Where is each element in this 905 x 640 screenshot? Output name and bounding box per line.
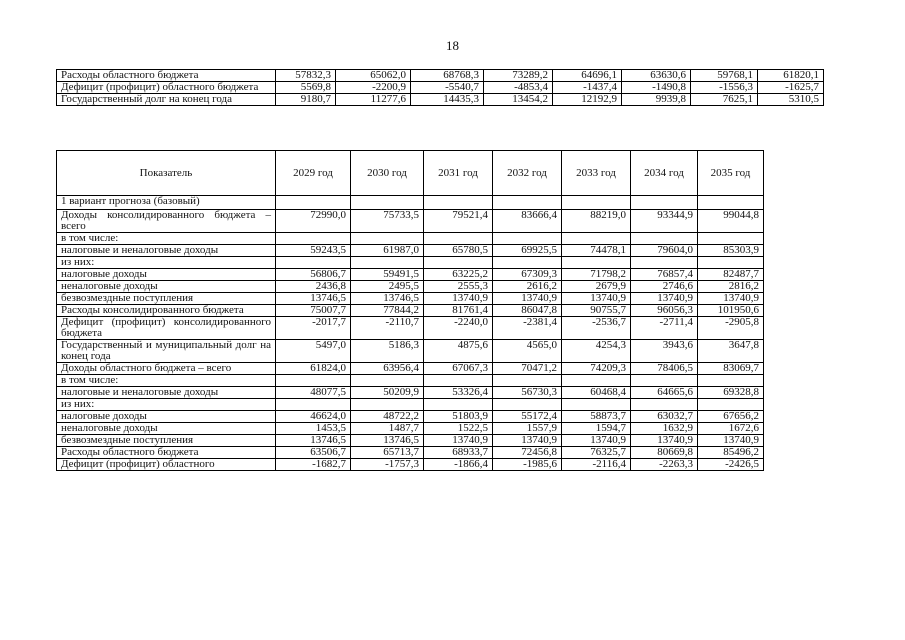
column-header: 2031 год [424, 151, 493, 196]
table-row [57, 82, 824, 94]
cell-value [276, 233, 351, 245]
table-row [57, 293, 764, 305]
cell-value: 80669,8 [631, 447, 698, 459]
cell-value: 85496,2 [698, 447, 764, 459]
cell-value: 83069,7 [698, 363, 764, 375]
cell-value: 76325,7 [562, 447, 631, 459]
cell-value: 13740,9 [562, 293, 631, 305]
cell-value: 13454,2 [484, 94, 553, 106]
cell-value: 63032,7 [631, 411, 698, 423]
cell-value: -2240,0 [424, 317, 493, 340]
cell-value: 77844,2 [351, 305, 424, 317]
cell-value: -1625,7 [758, 82, 824, 94]
cell-value: 74209,3 [562, 363, 631, 375]
cell-value: 13746,5 [276, 293, 351, 305]
cell-value: 13740,9 [493, 435, 562, 447]
cell-value: 2816,2 [698, 281, 764, 293]
cell-value: -2426,5 [698, 459, 764, 471]
column-header: 2033 год [562, 151, 631, 196]
row-label: неналоговые доходы [57, 423, 276, 435]
cell-value: 9180,7 [276, 94, 336, 106]
row-label: Государственный долг на конец года [57, 94, 276, 106]
cell-value: 59491,5 [351, 269, 424, 281]
row-label: Дефицит (профицит) областного [57, 459, 276, 471]
cell-value [493, 233, 562, 245]
cell-value: 5186,3 [351, 340, 424, 363]
row-label: Государственный и муниципальный долг на конец года [57, 340, 276, 363]
cell-value: -1866,4 [424, 459, 493, 471]
cell-value: 70471,2 [493, 363, 562, 375]
cell-value [424, 399, 493, 411]
cell-value: 65062,0 [336, 70, 411, 82]
table-row [57, 459, 764, 471]
table-row [57, 269, 764, 281]
section-title: 1 вариант прогноза (базовый) [57, 196, 276, 210]
cell-value: -1985,6 [493, 459, 562, 471]
cell-value: 72990,0 [276, 210, 351, 233]
cell-value: 93344,9 [631, 210, 698, 233]
cell-value: 2436,8 [276, 281, 351, 293]
cell-value: 69925,5 [493, 245, 562, 257]
row-label: налоговые и неналоговые доходы [57, 387, 276, 399]
row-label: Расходы областного бюджета [57, 70, 276, 82]
cell-value: 48077,5 [276, 387, 351, 399]
row-label: безвозмездные поступления [57, 293, 276, 305]
table-header-row [57, 151, 764, 196]
cell-value: 7625,1 [691, 94, 758, 106]
cell-value: 74478,1 [562, 245, 631, 257]
cell-value: 79521,4 [424, 210, 493, 233]
row-label: Доходы консолидированного бюджета – всего [57, 210, 276, 233]
cell-value: 99044,8 [698, 210, 764, 233]
cell-value: 75733,5 [351, 210, 424, 233]
cell-value: -2116,4 [562, 459, 631, 471]
column-header: 2035 год [698, 151, 764, 196]
table-row [57, 305, 764, 317]
cell-value [424, 233, 493, 245]
row-label: налоговые доходы [57, 411, 276, 423]
cell-value: 1594,7 [562, 423, 631, 435]
cell-value: 1522,5 [424, 423, 493, 435]
cell-value [562, 257, 631, 269]
cell-value: -1757,3 [351, 459, 424, 471]
cell-value [631, 257, 698, 269]
cell-value: 79604,0 [631, 245, 698, 257]
cell-value: 5310,5 [758, 94, 824, 106]
row-label: Расходы консолидированного бюджета [57, 305, 276, 317]
cell-value [698, 257, 764, 269]
row-label: Расходы областного бюджета [57, 447, 276, 459]
cell-value: 1632,9 [631, 423, 698, 435]
cell-value [351, 257, 424, 269]
cell-value [698, 399, 764, 411]
column-header: 2034 год [631, 151, 698, 196]
cell-value: -2017,7 [276, 317, 351, 340]
column-header: 2032 год [493, 151, 562, 196]
cell-value [424, 257, 493, 269]
cell-value: 13740,9 [424, 293, 493, 305]
cell-value: 90755,7 [562, 305, 631, 317]
cell-value: 4565,0 [493, 340, 562, 363]
cell-value: 63956,4 [351, 363, 424, 375]
cell-value: 81761,4 [424, 305, 493, 317]
table-row [57, 281, 764, 293]
column-header: 2030 год [351, 151, 424, 196]
table-row [57, 375, 764, 387]
table-row [57, 340, 764, 363]
table-row [57, 233, 764, 245]
cell-value: 46624,0 [276, 411, 351, 423]
table-row [57, 317, 764, 340]
row-label: в том числе: [57, 233, 276, 245]
cell-value: -2200,9 [336, 82, 411, 94]
section-row [57, 196, 764, 210]
cell-value: 5497,0 [276, 340, 351, 363]
cell-value: 59243,5 [276, 245, 351, 257]
cell-value [424, 375, 493, 387]
page-number: 18 [446, 38, 459, 53]
cell-value: 2679,9 [562, 281, 631, 293]
table-row [57, 94, 824, 106]
cell-value: 67067,3 [424, 363, 493, 375]
cell-value [631, 375, 698, 387]
cell-value: 13746,5 [276, 435, 351, 447]
cell-value: 1453,5 [276, 423, 351, 435]
cell-value [276, 257, 351, 269]
row-label: Дефицит (профицит) консолидированного бюджета [57, 317, 276, 340]
cell-value: 76857,4 [631, 269, 698, 281]
budget-forecast-table [56, 150, 764, 471]
table-row [57, 399, 764, 411]
cell-value: 5569,8 [276, 82, 336, 94]
cell-value: 57832,3 [276, 70, 336, 82]
cell-value: 61820,1 [758, 70, 824, 82]
column-header: 2029 год [276, 151, 351, 196]
cell-value: 51803,9 [424, 411, 493, 423]
cell-value: 13740,9 [493, 293, 562, 305]
cell-value: 88219,0 [562, 210, 631, 233]
cell-value: 75007,7 [276, 305, 351, 317]
cell-value: 96056,3 [631, 305, 698, 317]
cell-value: 71798,2 [562, 269, 631, 281]
cell-value: -2110,7 [351, 317, 424, 340]
cell-value: 67309,3 [493, 269, 562, 281]
cell-value [698, 375, 764, 387]
column-header: Показатель [57, 151, 276, 196]
cell-value [631, 399, 698, 411]
cell-value: -2381,4 [493, 317, 562, 340]
row-label: налоговые доходы [57, 269, 276, 281]
cell-value [562, 375, 631, 387]
cell-value: 65780,5 [424, 245, 493, 257]
cell-value: 86047,8 [493, 305, 562, 317]
cell-value: 63506,7 [276, 447, 351, 459]
cell-value: 68768,3 [411, 70, 484, 82]
cell-value: 2616,2 [493, 281, 562, 293]
cell-value: 67656,2 [698, 411, 764, 423]
table-row [57, 387, 764, 399]
cell-value [276, 375, 351, 387]
cell-value: -1437,4 [553, 82, 622, 94]
cell-value: 85303,9 [698, 245, 764, 257]
cell-value: 78406,5 [631, 363, 698, 375]
table-row [57, 447, 764, 459]
table-row [57, 245, 764, 257]
cell-value [562, 233, 631, 245]
row-label: налоговые и неналоговые доходы [57, 245, 276, 257]
cell-value: 3943,6 [631, 340, 698, 363]
cell-value: 65713,7 [351, 447, 424, 459]
cell-value [631, 233, 698, 245]
row-label: из них: [57, 399, 276, 411]
cell-value: 83666,4 [493, 210, 562, 233]
cell-value: 9939,8 [622, 94, 691, 106]
cell-value: 101950,6 [698, 305, 764, 317]
cell-value: 63225,2 [424, 269, 493, 281]
cell-value [276, 399, 351, 411]
table-row [57, 210, 764, 233]
cell-value: 64665,6 [631, 387, 698, 399]
table-row [57, 363, 764, 375]
cell-value: 14435,3 [411, 94, 484, 106]
cell-value: 72456,8 [493, 447, 562, 459]
cell-value: 13740,9 [424, 435, 493, 447]
cell-value: 13746,5 [351, 435, 424, 447]
cell-value: 50209,9 [351, 387, 424, 399]
cell-value: 13740,9 [631, 435, 698, 447]
cell-value: 69328,8 [698, 387, 764, 399]
cell-value: 13746,5 [351, 293, 424, 305]
cell-value: 13740,9 [562, 435, 631, 447]
table-row [57, 70, 824, 82]
budget-table-top [56, 69, 824, 106]
table-row [57, 411, 764, 423]
row-label: из них: [57, 257, 276, 269]
cell-value: 82487,7 [698, 269, 764, 281]
cell-value [493, 375, 562, 387]
cell-value: 60468,4 [562, 387, 631, 399]
cell-value: 11277,6 [336, 94, 411, 106]
cell-value: 55172,4 [493, 411, 562, 423]
cell-value [698, 233, 764, 245]
cell-value: 63630,6 [622, 70, 691, 82]
cell-value: 13740,9 [698, 293, 764, 305]
cell-value: 73289,2 [484, 70, 553, 82]
table-row [57, 423, 764, 435]
cell-value: -2711,4 [631, 317, 698, 340]
cell-value: 12192,9 [553, 94, 622, 106]
row-label: Дефицит (профицит) областного бюджета [57, 82, 276, 94]
cell-value [351, 233, 424, 245]
cell-value: -2905,8 [698, 317, 764, 340]
cell-value: -1556,3 [691, 82, 758, 94]
cell-value: -1490,8 [622, 82, 691, 94]
cell-value [493, 257, 562, 269]
row-label: в том числе: [57, 375, 276, 387]
cell-value: 64696,1 [553, 70, 622, 82]
cell-value [562, 399, 631, 411]
cell-value: 3647,8 [698, 340, 764, 363]
cell-value: 59768,1 [691, 70, 758, 82]
cell-value [351, 375, 424, 387]
cell-value: 48722,2 [351, 411, 424, 423]
cell-value: 53326,4 [424, 387, 493, 399]
cell-value: 56730,3 [493, 387, 562, 399]
cell-value: 2746,6 [631, 281, 698, 293]
cell-value: 61824,0 [276, 363, 351, 375]
cell-value: 1557,9 [493, 423, 562, 435]
cell-value: 4254,3 [562, 340, 631, 363]
cell-value: 4875,6 [424, 340, 493, 363]
cell-value [351, 399, 424, 411]
cell-value: -2536,7 [562, 317, 631, 340]
cell-value: 56806,7 [276, 269, 351, 281]
cell-value: 58873,7 [562, 411, 631, 423]
cell-value: 13740,9 [631, 293, 698, 305]
table-row [57, 257, 764, 269]
cell-value: 1487,7 [351, 423, 424, 435]
row-label: неналоговые доходы [57, 281, 276, 293]
table-row [57, 435, 764, 447]
cell-value: 61987,0 [351, 245, 424, 257]
cell-value: 68933,7 [424, 447, 493, 459]
cell-value [493, 399, 562, 411]
cell-value: -1682,7 [276, 459, 351, 471]
cell-value: -4853,4 [484, 82, 553, 94]
row-label: безвозмездные поступления [57, 435, 276, 447]
cell-value: -2263,3 [631, 459, 698, 471]
cell-value: 13740,9 [698, 435, 764, 447]
cell-value: 2495,5 [351, 281, 424, 293]
cell-value: 2555,3 [424, 281, 493, 293]
cell-value: 1672,6 [698, 423, 764, 435]
row-label: Доходы областного бюджета – всего [57, 363, 276, 375]
cell-value: -5540,7 [411, 82, 484, 94]
